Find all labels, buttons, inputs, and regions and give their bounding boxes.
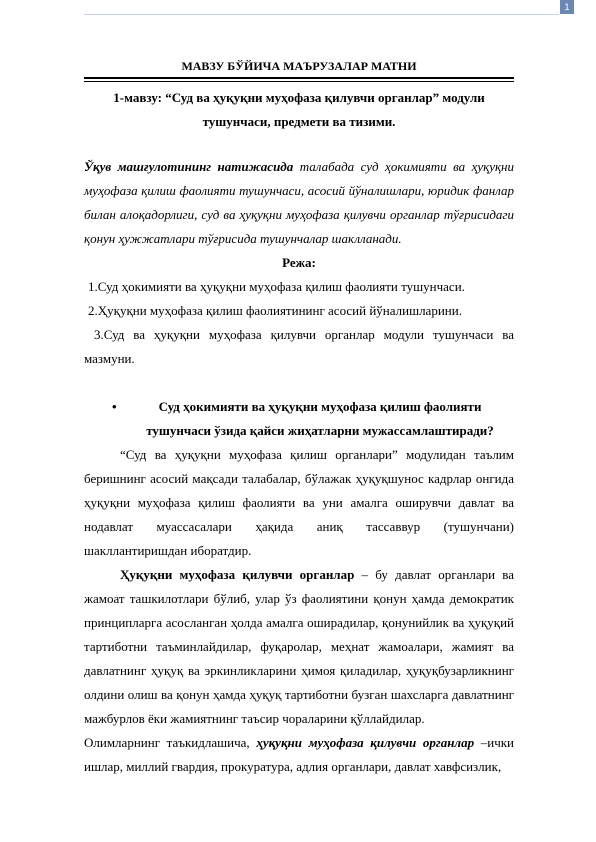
page-number: 1: [560, 0, 574, 14]
definition-text: – бу давлат органлари ва жамоат ташкилотлари бўлиб, улар ўз фаолиятини қонун ҳамда демократик принципларга асосланган ҳолда амалга оширадилар, қонунийлик ва ҳуқуқий тартиботни таъминлайдилар, фуқаролар, меҳнат жамоалари, жамият ва давлатнинг ҳуқуқ ва эркинликларини ҳимоя қиладилар, ҳуқуқбузарликнинг олдини олиш ва қонун ҳамда ҳуқуқ тартиботни бузган шахсларга давлатнинг мажбурлов ёки жамиятнинг таъсир чораларини қўллайдилар.: [84, 567, 514, 726]
plan-item-2: 2.Ҳуқуқни муҳофаза қилиш фаолиятининг асосий йўналишларини.: [88, 303, 462, 318]
learning-outcome-text: талабада суд ҳокимияти ва ҳуқуқни муҳофаза қилиш фаолияти тушунчаси, асосий йўналишлари, юридик фанлар билан алоқадорлиги, суд ва ҳуқуқни муҳофаза қилувчи органлар тўғрисидаги қонун ҳужжатлари тўғрисида тушунчалар шаклланади.: [84, 159, 514, 246]
document-title: МАВЗУ БЎЙИЧА МАЪРУЗАЛАР МАТНИ: [181, 59, 417, 73]
scholars-lead: Олимларнинг таъкидлашича,: [84, 735, 257, 750]
section-heading: [84, 395, 514, 443]
paragraph-definition: [84, 563, 514, 731]
definition-term: Ҳуқуқни муҳофаза қилувчи органлар: [120, 567, 355, 582]
paragraph-scholars: [84, 731, 514, 779]
plan-item-1: 1.Суд ҳокимияти ва ҳуқуқни муҳофаза қилиш фаолияти тушунчаси.: [88, 279, 465, 294]
learning-outcome-paragraph: [84, 155, 514, 251]
learning-outcome-lead: Ўқув машғулотининг натижасида: [84, 159, 294, 174]
header-divider: [84, 14, 559, 15]
paragraph-goal: “Суд ва ҳуқуқни муҳофаза қилиш органлари” модулидан таълим беришнинг асосий мақсади талабалар, бўлажак ҳуқуқшунос кадрлар онгида ҳуқуқни муҳофаза қилиш фаолияти ва уни амалга оширувчи давлат ва нодавлат муассасалари ҳақида аниқ тассаввур (тушунчани) шакллантиришдан иборатдир.: [84, 447, 514, 558]
plan-item-3: 3.Суд ва ҳуқуқни муҳофаза қилувчи органлар модули тушунчаси ва мазмуни.: [84, 327, 514, 366]
section-heading-text: Суд ҳокимияти ва ҳуқуқни муҳофаза қилиш фаолияти тушунчаси ўзида қайси жиҳатларни мужассамлаштиради?: [146, 399, 494, 438]
lecture-subtitle: 1-мавзу: “Суд ва ҳуқуқни муҳофаза қилувчи органлар” модули тушунчаси, предмети ва тизими.: [113, 90, 485, 129]
title-rule-thick: [84, 77, 514, 79]
title-rule-thin: [84, 81, 514, 82]
scholars-term: ҳуқуқни муҳофаза қилувчи органлар: [256, 735, 475, 750]
scholars-text: –ички ишлар, миллий гвардия, прокуратура, адлия органлари, давлат хавфсизлик,: [84, 735, 514, 774]
bullet-icon: •: [112, 399, 117, 414]
plan-heading: Режа:: [282, 255, 316, 270]
